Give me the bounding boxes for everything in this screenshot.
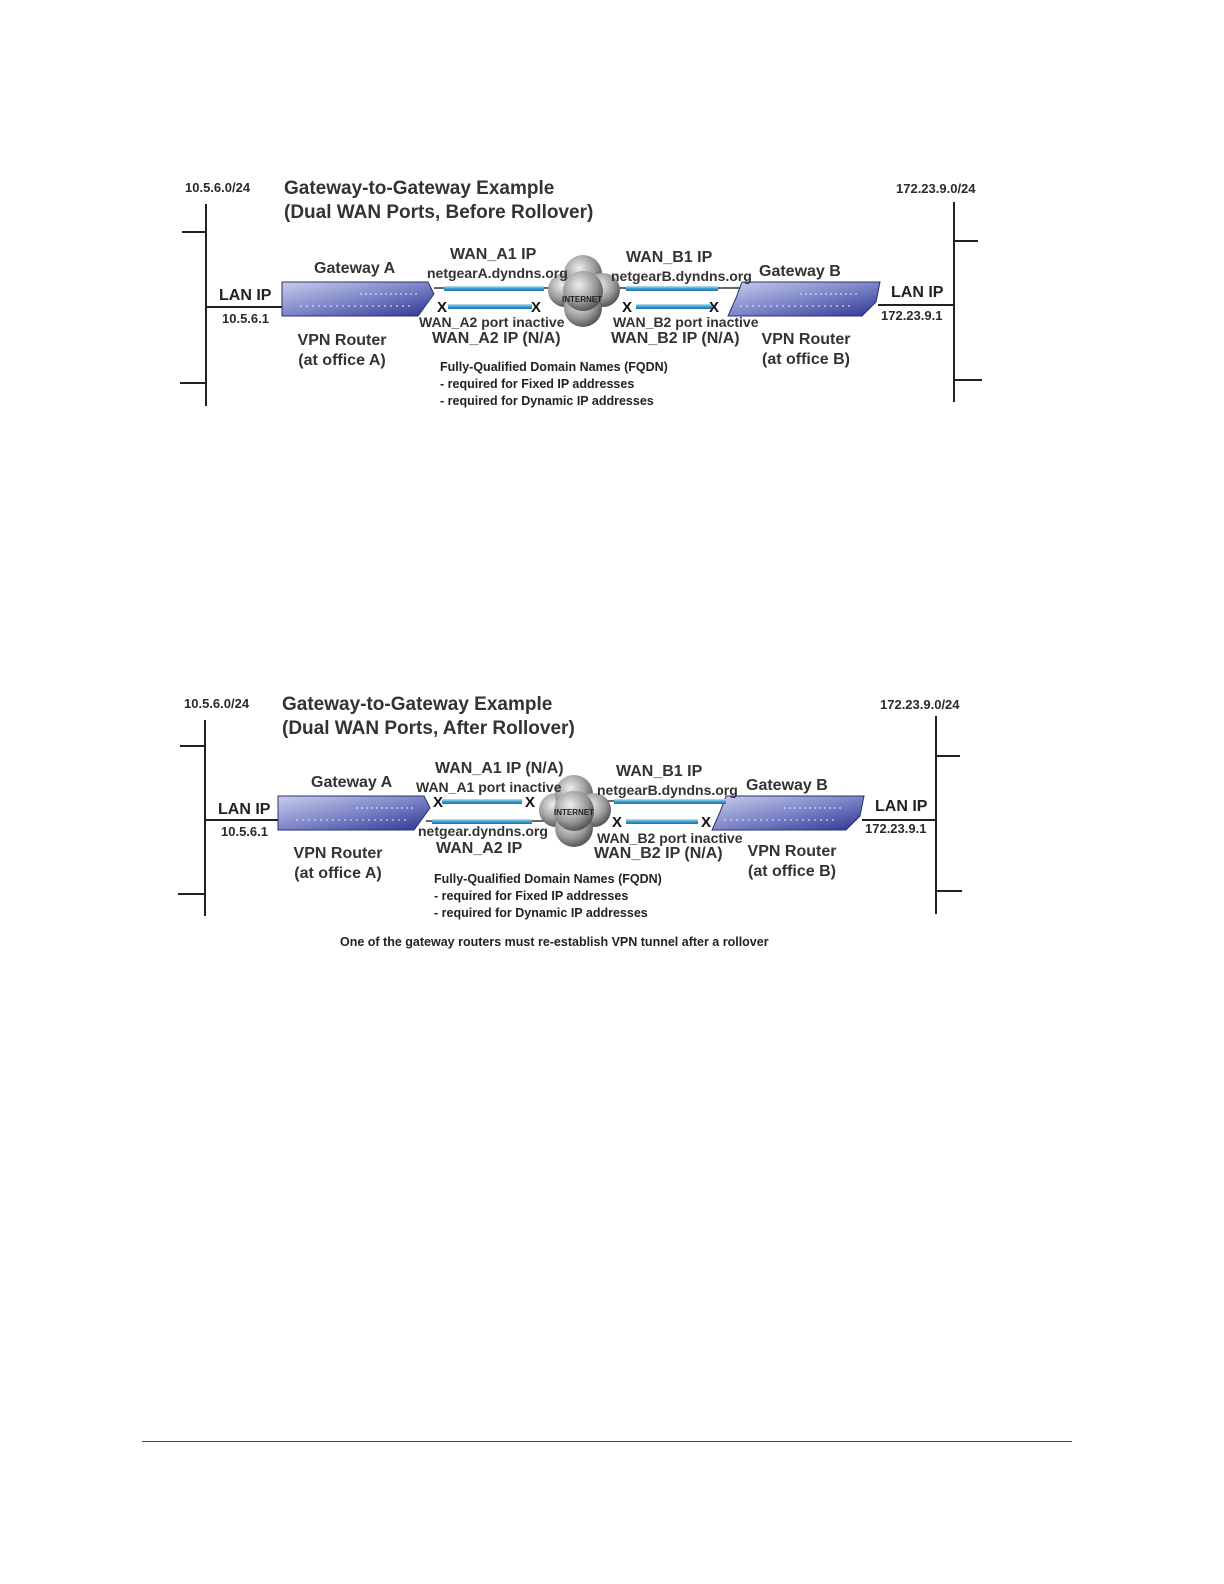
router-a-line2: (at office A): [298, 352, 386, 369]
router-a-caption: [290, 331, 394, 371]
router-a-shape: [282, 282, 434, 316]
wan-a1-fqdn: netgearA.dyndns.org: [427, 265, 568, 281]
cable-a1: [442, 799, 522, 804]
cable-b2: [636, 304, 712, 309]
diagram-title: Gateway-to-Gateway Example: [284, 178, 555, 199]
wan-b2-status: WAN_B2 port inactive: [597, 830, 743, 846]
x-mark-b2-left: X: [612, 814, 623, 831]
wan-b1-ip: WAN_B1 IP: [616, 763, 703, 780]
cable-b1: [626, 286, 718, 291]
cable-b1: [614, 799, 726, 804]
lan-ip-b-value: 172.23.9.1: [881, 308, 943, 323]
diagram-subtitle: (Dual WAN Ports, After Rollover): [282, 718, 575, 739]
lan-ip-b-value: 172.23.9.1: [865, 821, 927, 836]
gateway-a-label: Gateway A: [311, 774, 393, 791]
wan-b2-ip: WAN_B2 IP (N/A): [594, 845, 723, 862]
x-mark-a2-right: X: [531, 299, 542, 316]
wan-a2-ip: WAN_A2 IP: [436, 840, 523, 857]
router-a-caption: [286, 844, 390, 884]
x-mark-a1-left: X: [433, 794, 444, 811]
fqdn-note-line3: - required for Dynamic IP addresses: [440, 394, 654, 408]
network-a-label: 10.5.6.0/24: [185, 180, 251, 195]
diagram-subtitle: (Dual WAN Ports, Before Rollover): [284, 202, 594, 223]
wan-b2-status: WAN_B2 port inactive: [613, 314, 759, 330]
wan-b1-fqdn: netgearB.dyndns.org: [611, 268, 752, 284]
router-a-line1: VPN Router: [297, 332, 387, 349]
wan-b1-ip: WAN_B1 IP: [626, 249, 713, 266]
lan-ip-b-label: LAN IP: [875, 798, 928, 815]
lan-ip-b-label: LAN IP: [891, 284, 944, 301]
x-mark-a2-left: X: [437, 299, 448, 316]
fqdn-note-line1: Fully-Qualified Domain Names (FQDN): [434, 872, 662, 886]
network-a-label: 10.5.6.0/24: [184, 696, 250, 711]
network-b-label: 172.23.9.0/24: [880, 697, 960, 712]
cable-a1: [444, 286, 544, 291]
router-b-line2: (at office B): [762, 351, 850, 368]
cable-a2: [448, 304, 532, 309]
wan-a2-ip: WAN_A2 IP (N/A): [432, 330, 561, 347]
fqdn-note: [440, 359, 668, 410]
router-b-caption: [756, 330, 856, 370]
wan-b1-fqdn: netgearB.dyndns.org: [597, 782, 738, 798]
network-b-label: 172.23.9.0/24: [896, 181, 976, 196]
footer-rule: [142, 1441, 1072, 1442]
diagram-after-rollover: [170, 686, 990, 926]
fqdn-note-line3: - required for Dynamic IP addresses: [434, 906, 648, 920]
lan-ip-a-label: LAN IP: [218, 801, 271, 818]
wan-a1-ip: WAN_A1 IP (N/A): [435, 760, 564, 777]
wan-a1-ip: WAN_A1 IP: [450, 246, 537, 263]
lan-ip-a-value: 10.5.6.1: [222, 311, 269, 326]
gateway-b-label: Gateway B: [759, 263, 841, 280]
router-a-line2: (at office A): [294, 865, 382, 882]
fqdn-note: [434, 871, 662, 922]
fqdn-note-line2: - required for Fixed IP addresses: [440, 377, 635, 391]
router-b-shape: [728, 282, 880, 316]
router-b-shape: [712, 796, 864, 830]
wan-a2-fqdn: netgear.dyndns.org: [418, 823, 548, 839]
diagram-before-rollover: [170, 170, 990, 410]
internet-label: INTERNET: [562, 296, 602, 304]
internet-label: INTERNET: [554, 809, 594, 817]
gateway-b-label: Gateway B: [746, 777, 828, 794]
wan-b2-ip: WAN_B2 IP (N/A): [611, 330, 740, 347]
router-b-line1: VPN Router: [747, 843, 837, 860]
diagram-title: Gateway-to-Gateway Example: [282, 694, 553, 715]
wan-a2-status: WAN_A2 port inactive: [419, 314, 565, 330]
wan-a1-status: WAN_A1 port inactive: [416, 779, 562, 795]
lan-ip-a-label: LAN IP: [219, 287, 272, 304]
x-mark-b2-right: X: [709, 299, 720, 316]
rollover-caption: One of the gateway routers must re-establish VPN tunnel after a rollover: [340, 935, 769, 949]
lan-ip-a-value: 10.5.6.1: [221, 824, 268, 839]
fqdn-note-line1: Fully-Qualified Domain Names (FQDN): [440, 360, 668, 374]
router-b-caption: [742, 842, 842, 882]
router-b-line1: VPN Router: [761, 331, 851, 348]
gateway-a-label: Gateway A: [314, 260, 396, 277]
router-a-shape: [278, 796, 430, 830]
x-mark-a1-right: X: [525, 794, 536, 811]
fqdn-note-line2: - required for Fixed IP addresses: [434, 889, 629, 903]
router-b-line2: (at office B): [748, 863, 836, 880]
x-mark-b2-right: X: [701, 814, 712, 831]
router-a-line1: VPN Router: [293, 845, 383, 862]
cable-b2: [626, 819, 698, 824]
x-mark-b2-left: X: [622, 299, 633, 316]
